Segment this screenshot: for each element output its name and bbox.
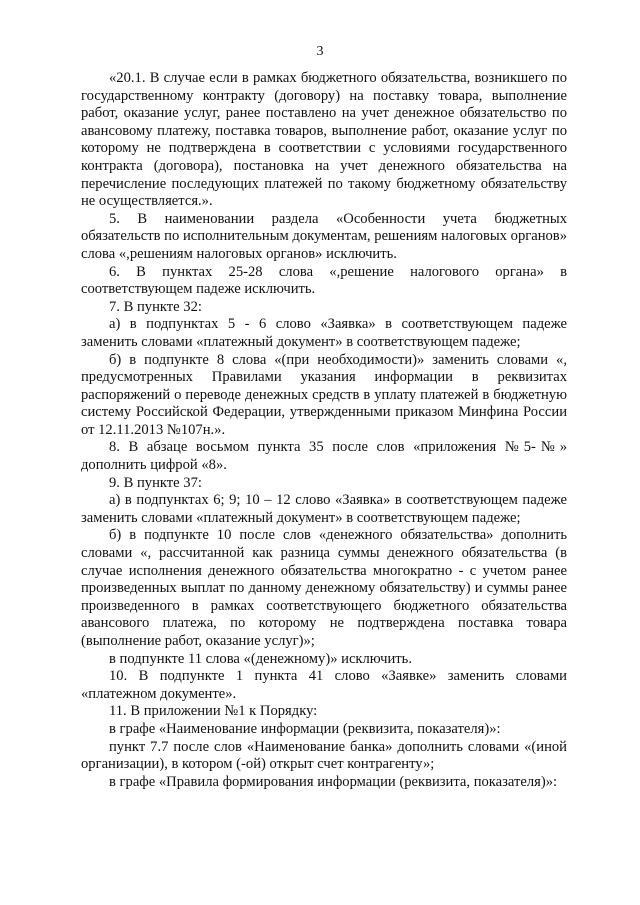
document-body xyxy=(81,70,567,791)
paragraph: 5. В наименовании раздела «Особенности учета бюджетных обязательств по исполнительным документам, решениям налоговых органов» слова «,решениям налоговых органов» исключить. xyxy=(81,210,567,262)
paragraph: а) в подпунктах 5 - 6 слово «Заявка» в соответствующем падеже заменить словами «платежный документ» в соответствующем падеже; xyxy=(81,316,567,350)
paragraph: 8. В абзаце восьмом пункта 35 после слов «приложения №5-№» дополнить цифрой «8». xyxy=(81,439,567,474)
paragraph: 11. В приложении №1 к Порядку: xyxy=(109,703,318,720)
paragraph: 7. В пункте 32: xyxy=(109,298,202,315)
paragraph: в графе «Наименование информации (реквизита, показателя)»: xyxy=(109,720,501,737)
paragraph: б) в подпункте 8 слова «(при необходимости)» заменить словами «, предусмотренных Правилами указания информации в реквизитах распоряжений о переводе денежных средств в уплату платежей в бюджетную систему Российской Федерации, утвержденными приказом Минфина России от 12.11.2013 №107н.». xyxy=(81,351,567,438)
paragraph: в подпункте 11 слова «(денежному)» исключить. xyxy=(109,650,412,667)
paragraph: «20.1. В случае если в рамках бюджетного обязательства, возникшего по государственному контракту (договору) на поставку товара, выполнение работ, оказание услуг, ранее поставлено на учет денежное обязательство по авансовому платежу, поставка товаров, выполнение работ, оказание услуг по которому не подтверждена в соответствии с условиями государственного контракта (договора), постановка на учет денежного обязательства на перечисление последующих платежей по такому бюджетному обязательству не осуществляется.». xyxy=(81,70,567,210)
paragraph: 10. В подпункте 1 пункта 41 слово «Заявке» заменить словами «платежном документе». xyxy=(81,668,567,702)
paragraph: б) в подпункте 10 после слов «денежного обязательства» дополнить словами «, рассчитанной как разница суммы денежного обязательства (в случае исполнения денежного обязательства многократно - с учетом ранее произведенных выплат по данному денежному обязательству) и суммы ранее произведенного в рамках соответствующего бюджетного обязательства авансового платежа, по которому не подтверждена поставка товара (выполнение работ, оказание услуг)»; xyxy=(81,527,567,649)
paragraph: 6. В пунктах 25-28 слова «,решение налогового органа» в соответствующем падеже исключить. xyxy=(81,263,567,298)
page-number: 3 xyxy=(316,44,324,59)
paragraph: в графе «Правила формирования информации (реквизита, показателя)»: xyxy=(109,773,558,790)
paragraph: а) в подпунктах 6; 9; 10 – 12 слово «Заявка» в соответствующем падеже заменить словами «платежный документ» в соответствующем падеже; xyxy=(81,492,567,526)
paragraph: 9. В пункте 37: xyxy=(109,474,202,491)
paragraph: пункт 7.7 после слов «Наименование банка» дополнить словами «(иной организации), в котором (-ой) открыт счет контрагенту»; xyxy=(81,738,567,773)
